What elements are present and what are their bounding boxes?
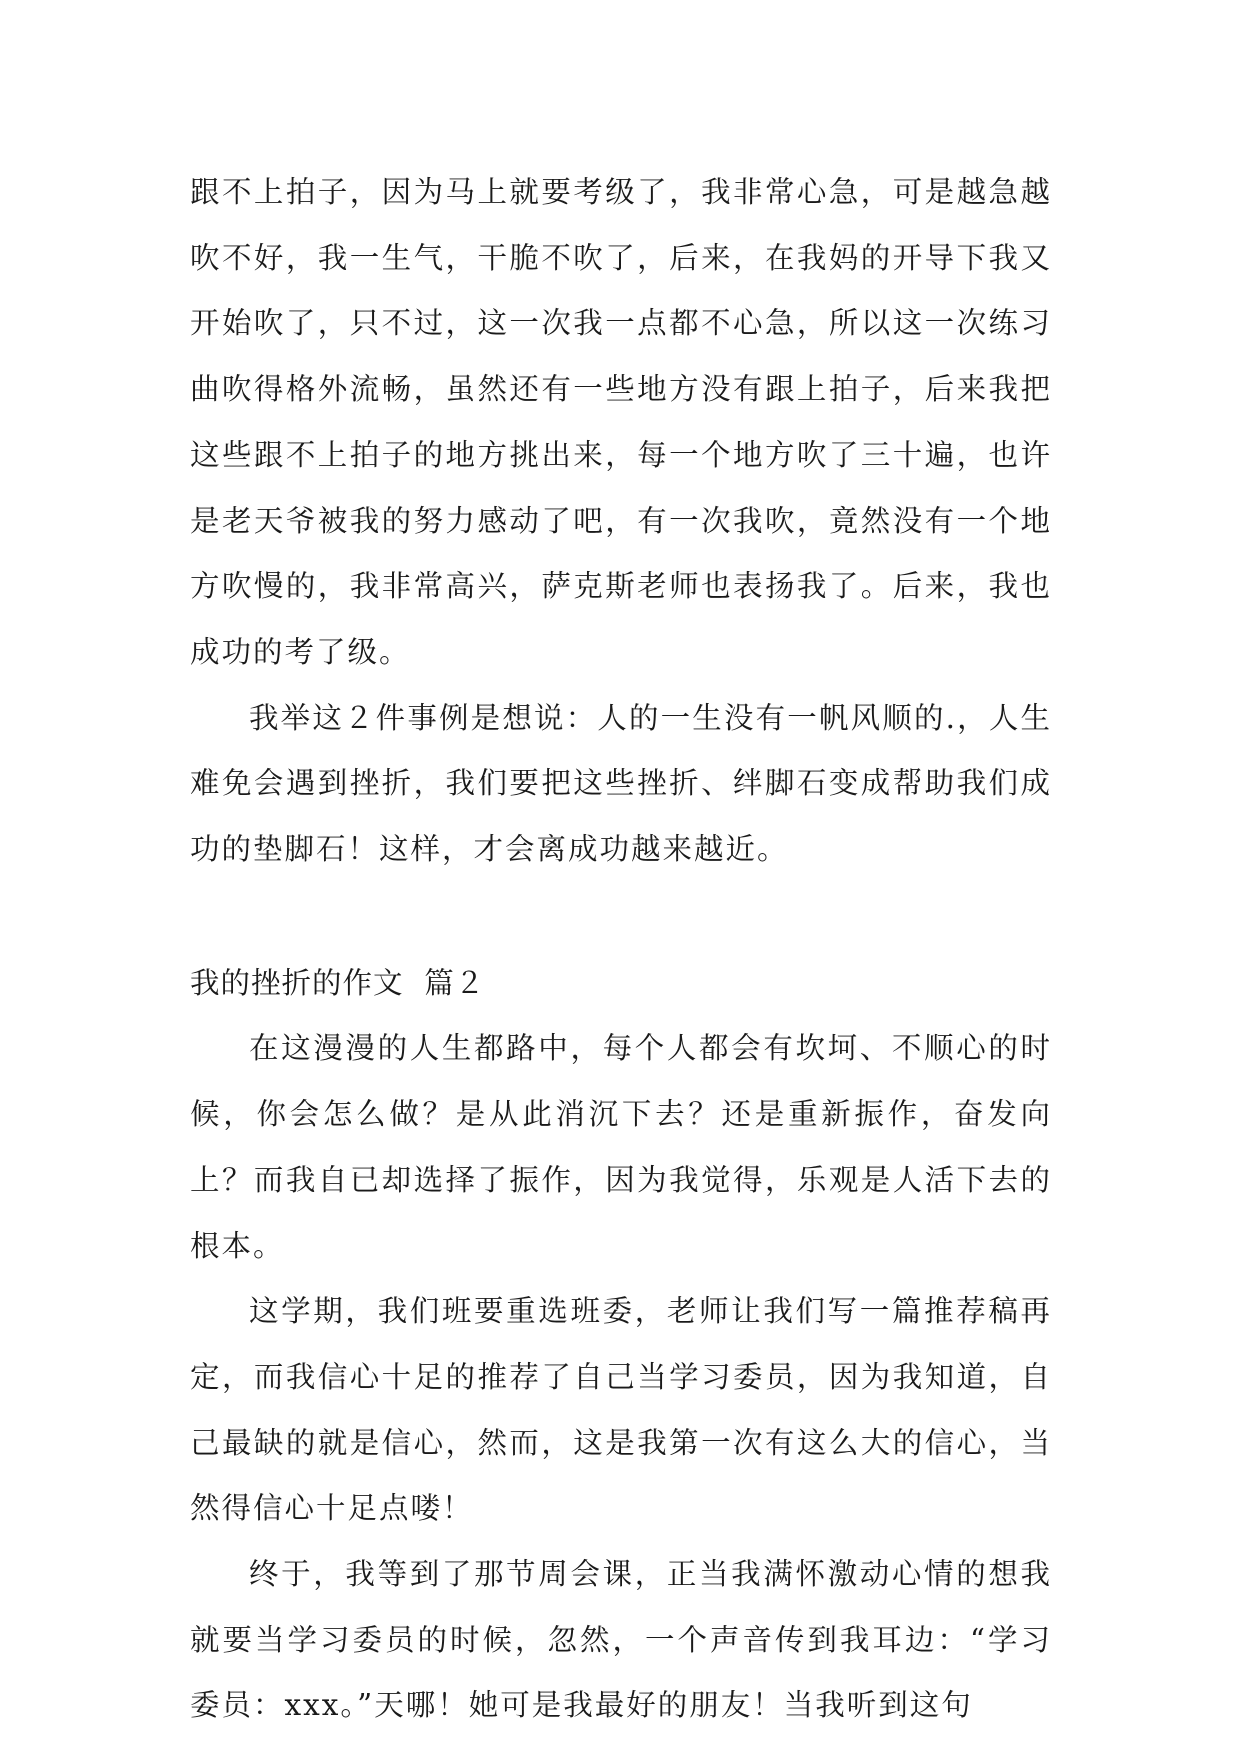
section-heading: 我的挫折的作文 篇２ <box>190 965 486 1000</box>
section-spacer <box>190 883 1052 951</box>
paragraph-continuation: 跟不上拍子，因为马上就要考级了，我非常心急，可是越急越吹不好，我一生气，干脆不吹了，后来，在我妈的开导下我又开始吹了，只不过，这一次我一点都不心急，所以这一次练习曲吹得格外流畅，虽然还有一些地方没有跟上拍子，后来我把这些跟不上拍子的地方挑出来，每一个地方吹了三十遍，也许是老天爷被我的努力感动了吧，有一次我吹，竟然没有一个地方吹慢的，我非常高兴，萨克斯老师也表扬我了。后来，我也成功的考了级。 <box>190 175 1052 669</box>
paragraph-result: 终于，我等到了那节周会课，正当我满怀激动心情的想我就要当学习委员的时候，忽然，一个声音传到我耳边：“学习委员：xxx。”天哪！她可是我最好的朋友！当我听到这句 <box>190 1557 1052 1723</box>
paragraph-election: 这学期，我们班要重选班委，老师让我们写一篇推荐稿再定，而我信心十足的推荐了自己当学习委员，因为我知道，自己最缺的就是信心，然而，这是我第一次有这么大的信心，当然得信心十足点喽！ <box>190 1294 1052 1526</box>
paragraph-intro: 在这漫漫的人生都路中，每个人都会有坎坷、不顺心的时候，你会怎么做？是从此消沉下去？还是重新振作，奋发向上？而我自已却选择了振作，因为我觉得，乐观是人活下去的根本。 <box>190 1031 1052 1263</box>
document-body <box>190 160 1052 1739</box>
paragraph-conclusion: 我举这２件事例是想说：人的一生没有一帆风顺的.，人生难免会遇到挫折，我们要把这些挫折、绊脚石变成帮助我们成功的垫脚石！这样，才会离成功越来越近。 <box>190 700 1052 867</box>
